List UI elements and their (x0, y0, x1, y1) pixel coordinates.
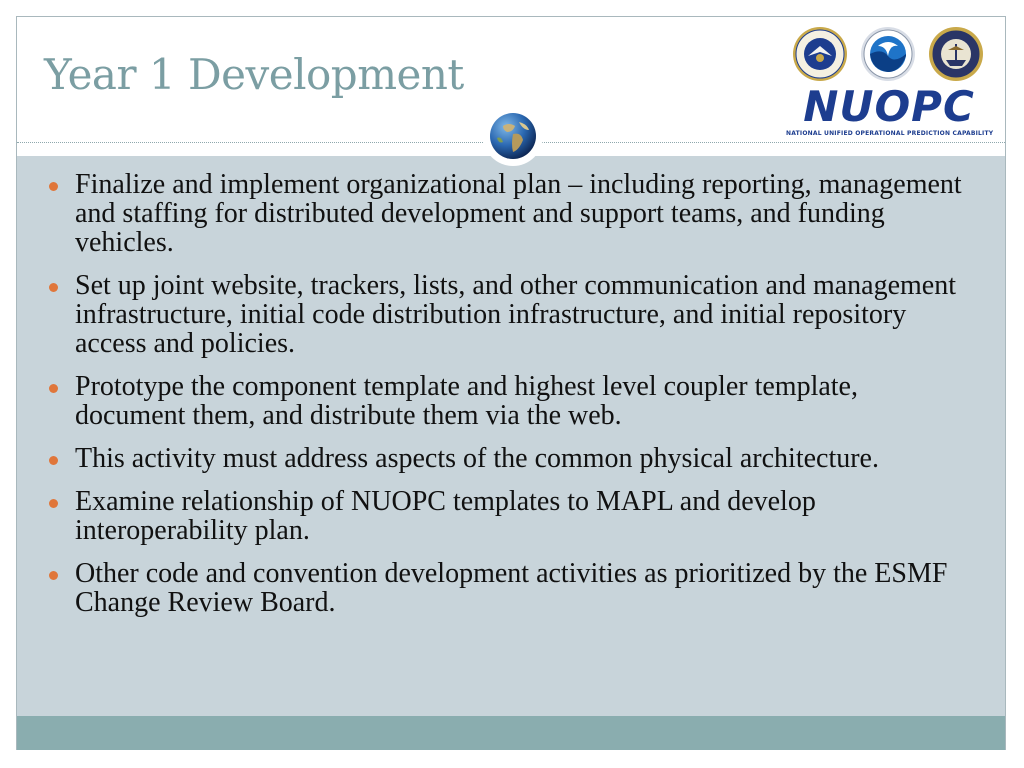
bullet-list (44, 170, 974, 631)
list-item (44, 271, 974, 358)
bullet-text: Examine relationship of NUOPC templates to MAPL and develop interoperability plan. (75, 486, 816, 546)
slide-title: Year 1 Development (44, 50, 464, 99)
globe-badge (483, 106, 543, 166)
bullet-dot-icon (49, 456, 58, 465)
list-item (44, 559, 974, 617)
globe-icon (489, 112, 537, 160)
bullet-dot-icon (49, 384, 58, 393)
nuopc-logo (786, 26, 992, 138)
bullet-text: Set up joint website, trackers, lists, and other communication and management infrastructure, initial code distribution infrastructure, and initial repository access and policies. (75, 270, 957, 359)
list-item (44, 487, 974, 545)
bullet-dot-icon (49, 571, 58, 580)
bullet-text: This activity must address aspects of the common physical architecture. (75, 443, 879, 474)
nuopc-tagline: NATIONAL UNIFIED OPERATIONAL PREDICTION CAPABILITY (786, 130, 994, 137)
bullet-dot-icon (49, 182, 58, 191)
bullet-dot-icon (49, 499, 58, 508)
air-force-seal-icon (792, 26, 848, 82)
bullet-text: Prototype the component template and highest level coupler template, document them, and distribute them via the web. (75, 371, 858, 431)
bullet-text: Other code and convention development activities as prioritized by the ESMF Change Review Board. (75, 558, 948, 618)
list-item (44, 444, 974, 473)
footer-bar (17, 716, 1005, 750)
bullet-text: Finalize and implement organizational plan – including reporting, management and staffing for distributed development and support teams, and funding vehicles. (75, 169, 962, 258)
list-item (44, 170, 974, 257)
noaa-seal-icon (860, 26, 916, 82)
navy-seal-icon (928, 26, 984, 82)
list-item (44, 372, 974, 430)
nuopc-wordmark: NUOPC (803, 82, 975, 131)
bullet-dot-icon (49, 283, 58, 292)
